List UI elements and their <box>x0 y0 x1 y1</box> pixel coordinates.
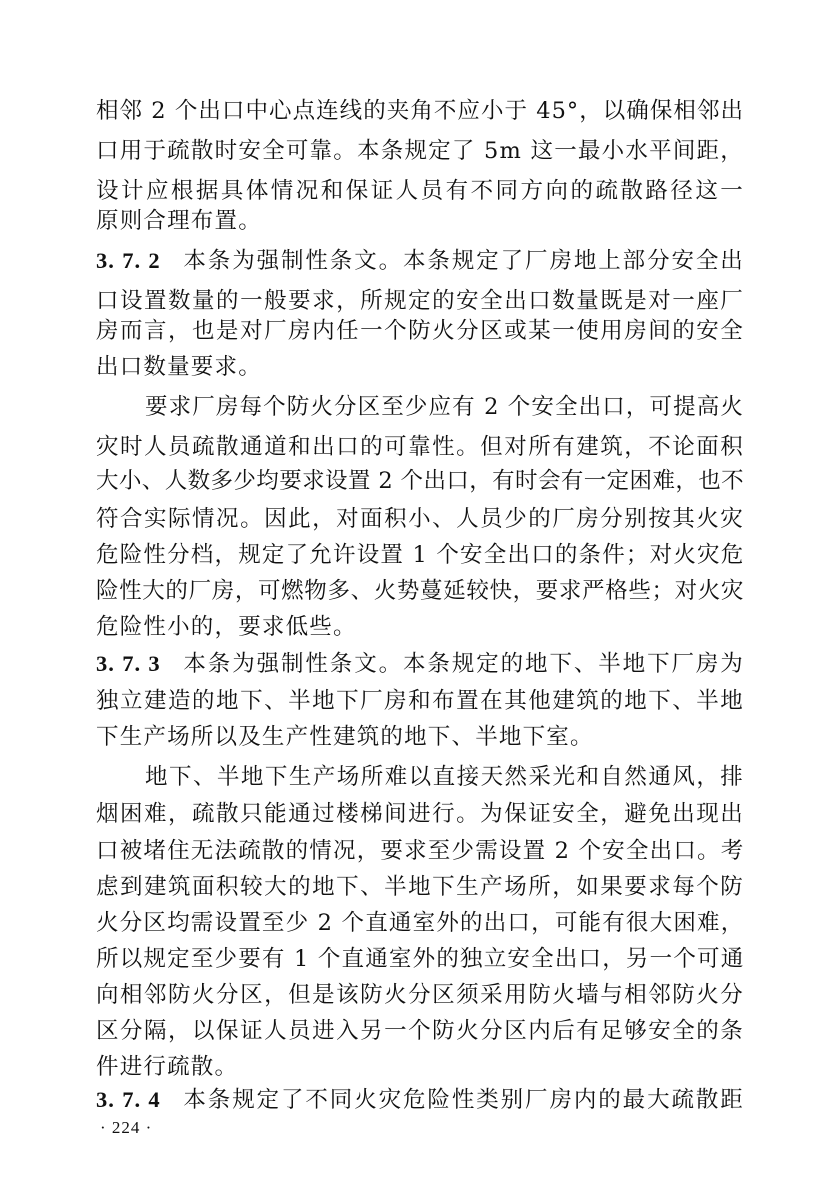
text-line: 件进行疏散。 <box>96 1054 239 1080</box>
text-line: 设计应根据具体情况和保证人员有不同方向的疏散路径这一 <box>96 178 744 204</box>
text-line: 本条为强制性条文。本条规定了厂房地上部分安全出 <box>182 248 745 274</box>
text-line: 危险性分档，规定了允许设置 1 个安全出口的条件；对火灾危 <box>96 542 745 568</box>
text-line: 出口数量要求。 <box>96 354 262 380</box>
text-line: 大小、人数多少均要求设置 2 个出口，有时会有一定困难，也不 <box>96 468 744 494</box>
text-line: 原则合理布置。 <box>96 208 262 234</box>
text-line: 火分区均需设置至少 2 个直通室外的出口，可能有很大困难， <box>96 910 745 936</box>
text-line: 区分隔，以保证人员进入另一个防火分区内后有足够安全的条 <box>96 1018 744 1044</box>
text-line: 相邻 2 个出口中心点连线的夹角不应小于 45°，以确保相邻出 <box>96 98 744 124</box>
paragraph-first-line: 地下、半地下生产场所难以直接天然采光和自然通风，排 <box>145 764 744 790</box>
paragraph-first-line: 要求厂房每个防火分区至少应有 2 个安全出口，可提高火 <box>145 394 744 420</box>
section-number: 3. 7. 4 <box>96 1087 161 1112</box>
text-line: 向相邻防火分区，但是该防火分区须采用防火墙与相邻防火分 <box>96 982 744 1008</box>
text-line: 虑到建筑面积较大的地下、半地下生产场所，如果要求每个防 <box>96 874 744 900</box>
text-line: 本条规定了不同火灾危险性类别厂房内的最大疏散距 <box>182 1087 745 1113</box>
text-line: 危险性小的，要求低些。 <box>96 614 357 640</box>
text-line: 独立建造的地下、半地下厂房和布置在其他建筑的地下、半地 <box>96 688 744 714</box>
text-line: 符合实际情况。因此，对面积小、人员少的厂房分别按其火灾 <box>96 506 744 532</box>
section-number: 3. 7. 2 <box>96 248 161 273</box>
text-line: 房而言，也是对厂房内任一个防火分区或某一使用房间的安全 <box>96 318 744 344</box>
page-number: · 224 · <box>100 1118 153 1137</box>
text-line: 烟困难，疏散只能通过楼梯间进行。为保证安全，避免出现出 <box>96 801 744 827</box>
text-line: 下生产场所以及生产性建筑的地下、半地下室。 <box>96 724 594 750</box>
text-line: 灾时人员疏散通道和出口的可靠性。但对所有建筑，不论面积 <box>96 434 744 460</box>
section-3-7-2-first-line <box>96 246 744 276</box>
section-3-7-3-first-line <box>96 649 744 679</box>
text-line: 所以规定至少要有 1 个直通室外的独立安全出口，另一个可通 <box>96 946 745 972</box>
text-line: 口被堵住无法疏散的情况，要求至少需设置 2 个安全出口。考 <box>96 838 745 864</box>
section-3-7-4-first-line <box>96 1085 744 1115</box>
text-line: 口设置数量的一般要求，所规定的安全出口数量既是对一座厂 <box>96 288 744 314</box>
text-line: 本条为强制性条文。本条规定的地下、半地下厂房为 <box>182 651 745 677</box>
text-line: 险性大的厂房，可燃物多、火势蔓延较快，要求严格些；对火灾 <box>96 578 744 604</box>
text-line: 口用于疏散时安全可靠。本条规定了 5m 这一最小水平间距， <box>96 138 744 164</box>
section-number: 3. 7. 3 <box>96 651 161 676</box>
